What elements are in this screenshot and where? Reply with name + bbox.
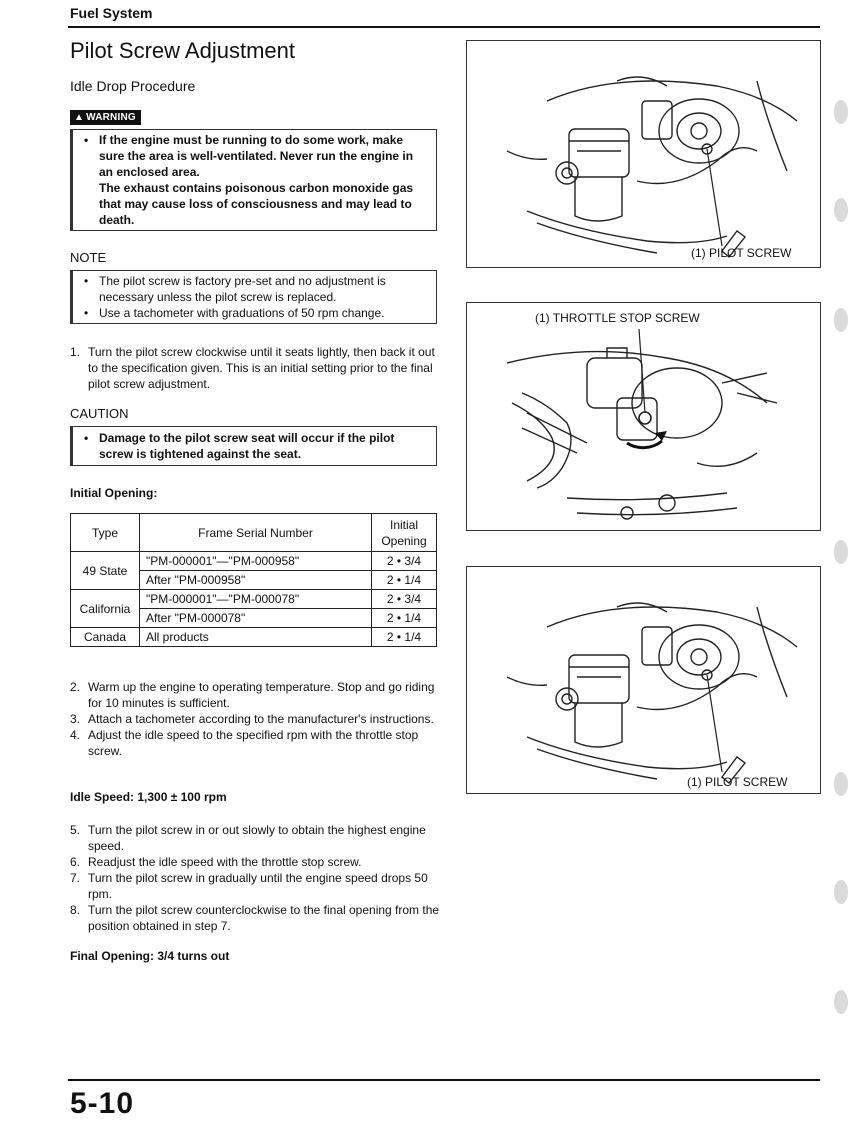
opening-cell: 2 • 3/4 (372, 590, 437, 609)
table-row (71, 590, 437, 609)
frame-cell: "PM-000001"—"PM-000958" (140, 552, 372, 571)
frame-cell: After "PM-000078" (140, 609, 372, 628)
warning-bullet: • If the engine must be running to do some work, make sure the area is well-ventilated. Never run the engine in an enclosed area. (81, 132, 430, 180)
header-rule (68, 26, 820, 28)
opening-cell: 2 • 1/4 (372, 609, 437, 628)
edge-mark (834, 880, 848, 904)
caution-box (70, 426, 437, 466)
caution-item: • Damage to the pilot screw seat will occur if the pilot screw is tightened against the seat. (81, 430, 430, 462)
step-number: 1. (70, 345, 81, 359)
section-header: Fuel System (70, 5, 153, 21)
edge-mark (834, 198, 848, 222)
steps-2-4 (70, 679, 440, 759)
frame-cell: "PM-000001"—"PM-000078" (140, 590, 372, 609)
steps-5-8 (70, 822, 440, 934)
edge-mark (834, 990, 848, 1014)
engine-illustration (467, 303, 820, 530)
step-text: Readjust the idle speed with the throttle stop screw. (88, 855, 362, 869)
edge-mark (834, 308, 848, 332)
note-item: • The pilot screw is factory pre-set and no adjustment is necessary unless the pilot screw is replaced. (81, 273, 430, 305)
frame-cell: All products (140, 628, 372, 647)
type-cell: California (71, 590, 140, 628)
step-number: 6. (70, 855, 81, 869)
warning-badge (70, 110, 141, 125)
note-box (70, 270, 437, 324)
caution-label: CAUTION (70, 406, 129, 421)
table-row (71, 552, 437, 571)
type-cell: 49 State (71, 552, 140, 590)
figure-pilot-screw-2 (466, 566, 821, 794)
step-number: 3. (70, 712, 81, 726)
edge-mark (834, 540, 848, 564)
table-row (71, 628, 437, 647)
warning-triangle-icon: ▲ (74, 112, 85, 123)
opening-cell: 2 • 1/4 (372, 571, 437, 590)
note-label: NOTE (70, 250, 107, 265)
step-text: Turn the pilot screw counterclockwise to the final opening from the position obtained in step 7. (88, 903, 440, 933)
final-opening-spec: Final Opening: 3/4 turns out (70, 949, 230, 963)
footer-rule (68, 1079, 820, 1081)
warning-badge-label: WARNING (86, 112, 136, 123)
step-text: Adjust the idle speed to the specified rpm with the throttle stop screw. (88, 728, 419, 758)
figure-caption: (1) THROTTLE STOP SCREW (535, 311, 700, 325)
step-text: Warm up the engine to operating temperature. Stop and go riding for 10 minutes is sufficient. (88, 680, 435, 710)
opening-cell: 2 • 3/4 (372, 552, 437, 571)
figure-caption: (1) PILOT SCREW (691, 246, 792, 260)
figure-throttle-stop-screw (466, 302, 821, 531)
step-1 (70, 344, 438, 392)
note-item: • Use a tachometer with graduations of 50 rpm change. (81, 305, 430, 321)
figure-pilot-screw (466, 40, 821, 268)
step-number: 7. (70, 871, 81, 885)
engine-illustration (467, 41, 820, 267)
warning-continuation: The exhaust contains poisonous carbon monoxide gas that may cause loss of consciousness and may lead to death. (99, 181, 414, 227)
header-frame-serial: Frame Serial Number (140, 514, 372, 552)
initial-opening-label: Initial Opening: (70, 486, 158, 500)
step-number: 5. (70, 823, 81, 837)
type-cell: Canada (71, 628, 140, 647)
initial-opening-table (70, 513, 437, 647)
figure-caption: (1) PILOT SCREW (687, 775, 788, 789)
step-text: Turn the pilot screw in or out slowly to obtain the highest engine speed. (88, 823, 426, 853)
header-initial-opening: Initial Opening (372, 514, 437, 552)
step-text: Turn the pilot screw in gradually until the engine speed drops 50 rpm. (88, 871, 428, 901)
warning-box (70, 129, 437, 231)
idle-speed-spec: Idle Speed: 1,300 ± 100 rpm (70, 790, 227, 804)
frame-cell: After "PM-000958" (140, 571, 372, 590)
edge-mark (834, 100, 848, 124)
step-text: Turn the pilot screw clockwise until it seats lightly, then back it out to the specification given. This is an initial setting prior to the final pilot screw adjustment. (88, 345, 435, 391)
header-type: Type (71, 514, 140, 552)
step-number: 8. (70, 903, 81, 917)
page-title: Pilot Screw Adjustment (70, 38, 295, 63)
subtitle: Idle Drop Procedure (70, 78, 196, 94)
step-number: 2. (70, 680, 81, 694)
page-number: 5-10 (70, 1087, 135, 1120)
opening-cell: 2 • 1/4 (372, 628, 437, 647)
edge-mark (834, 772, 848, 796)
step-number: 4. (70, 728, 81, 742)
engine-illustration (467, 567, 820, 793)
step-text: Attach a tachometer according to the manufacturer's instructions. (88, 712, 434, 726)
